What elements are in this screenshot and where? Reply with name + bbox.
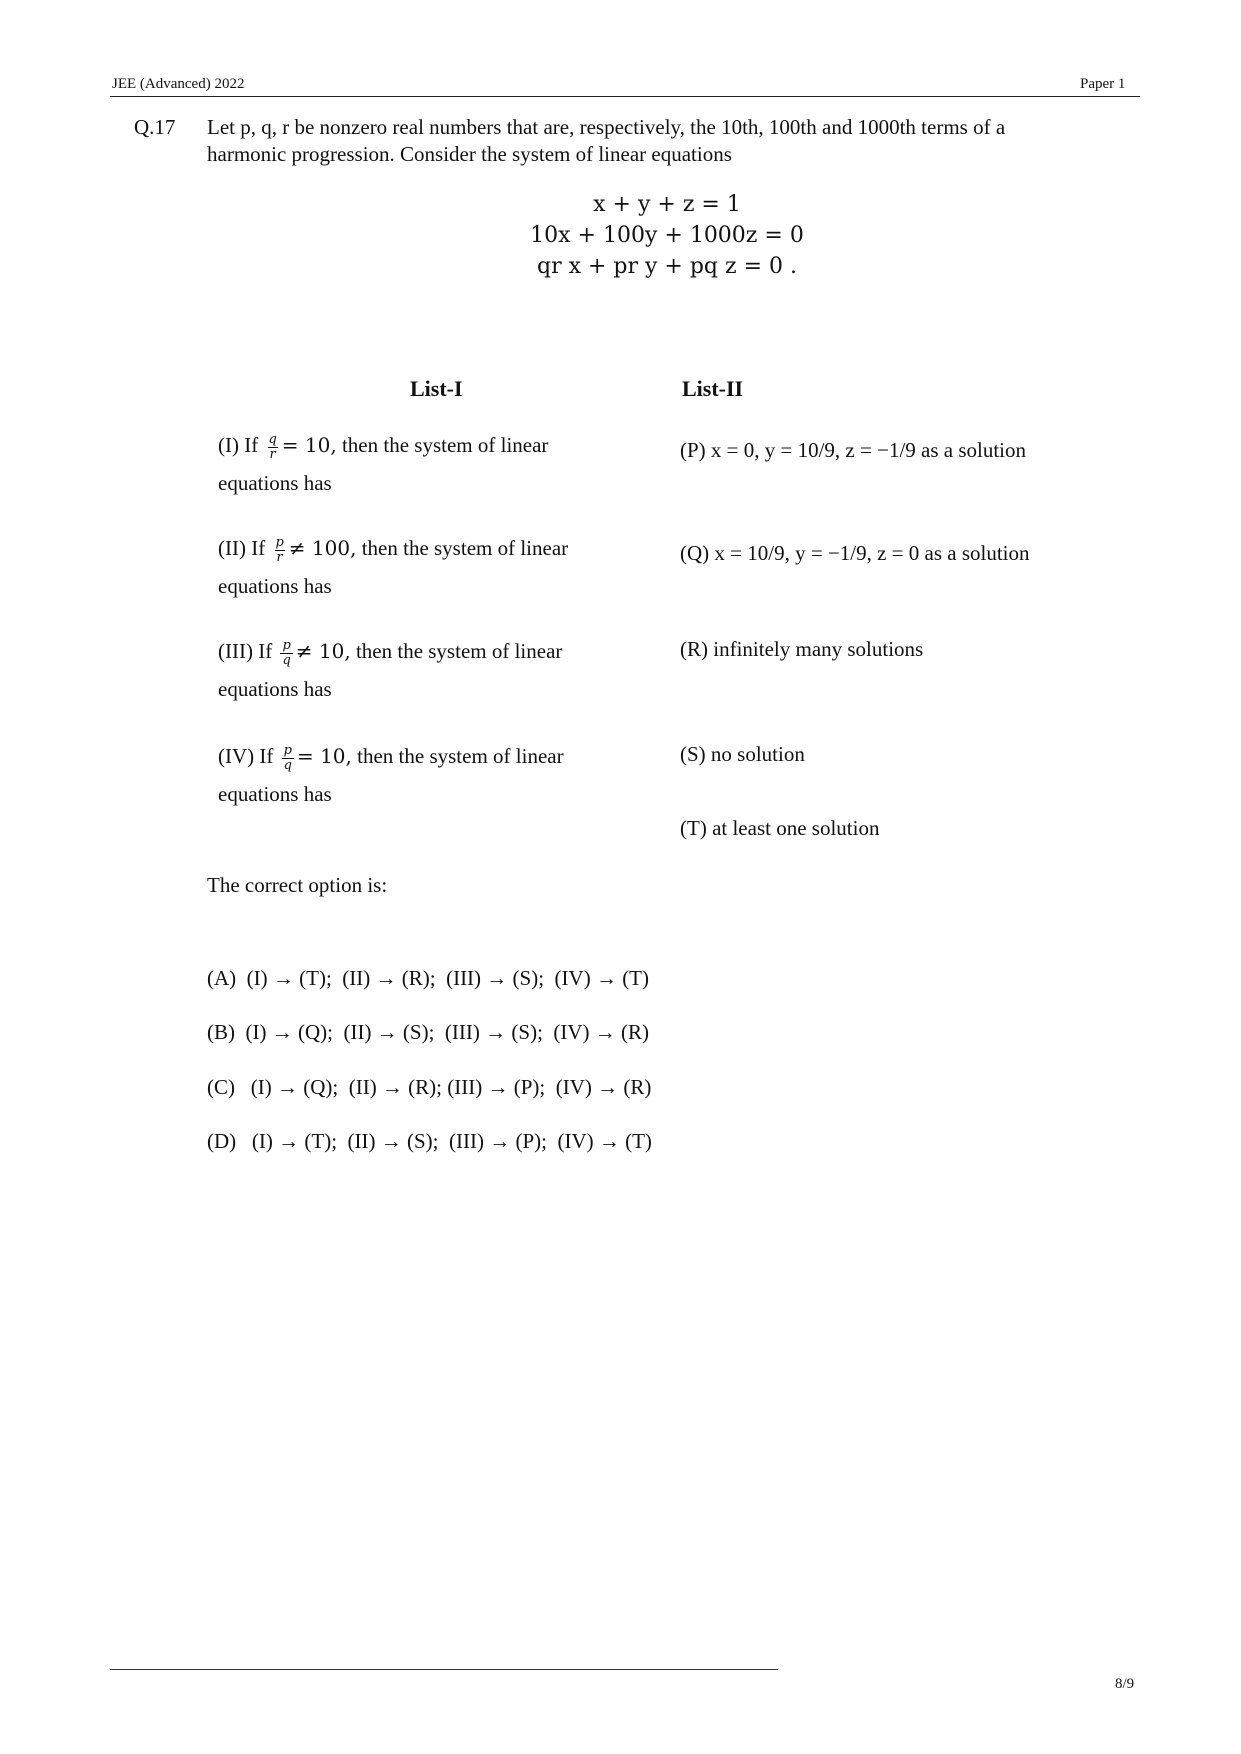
equation-1: x + y + z = 1 — [593, 192, 741, 217]
list-2-item-s: (S) no solution — [680, 742, 805, 766]
question-stem-line-2: harmonic progression. Consider the system of linear equations — [207, 142, 732, 166]
fraction — [266, 433, 278, 462]
list-1-item-relation: = 10, — [296, 744, 352, 768]
list-1-item-rest: then the system of linear — [361, 536, 569, 560]
list-2-item-p: (P) x = 0, y = 10/9, z = −1/9 as a solution — [680, 438, 1027, 462]
fraction-denominator: r — [276, 549, 283, 565]
list-1-item-iv — [218, 737, 564, 813]
header-exam-title: JEE (Advanced) 2022 — [112, 76, 245, 92]
fraction — [273, 536, 285, 565]
list-1-item-i — [218, 426, 548, 502]
fraction — [282, 744, 294, 773]
question-number: Q.17 — [134, 115, 176, 139]
fraction-numerator: p — [275, 534, 284, 550]
list-2-item-q: (Q) x = 10/9, y = −1/9, z = 0 as a solution — [680, 541, 1030, 565]
list-1-item-rest: then the system of linear — [355, 639, 563, 663]
option-a[interactable]: (A) (I) → (T); (II) → (R); (III) → (S); (IV) → (T) — [207, 966, 650, 990]
fraction-numerator: p — [282, 637, 291, 653]
fraction — [280, 639, 292, 668]
list-1-item-line-2: equations has — [218, 471, 332, 495]
question-stem-line-1: Let p, q, r be nonzero real numbers that are, respectively, the 10th, 100th and 1000th terms of a — [207, 115, 1006, 139]
list-2-item-t: (T) at least one solution — [680, 816, 880, 840]
list-1-item-label: (II) If — [218, 536, 266, 560]
fraction-denominator: r — [269, 446, 276, 462]
list-2-title: List-II — [682, 376, 744, 401]
option-d[interactable]: (D) (I) → (T); (II) → (S); (III) → (P); (IV) → (T) — [207, 1129, 652, 1153]
list-1-item-line-2: equations has — [218, 574, 332, 598]
list-1-item-ii — [218, 529, 568, 605]
page-number: 8/9 — [1115, 1676, 1135, 1692]
list-1-item-line-2: equations has — [218, 782, 332, 806]
header-paper-label: Paper 1 — [1080, 76, 1126, 92]
list-1-item-relation: ≠ 100, — [288, 536, 357, 560]
list-1-item-rest: then the system of linear — [341, 433, 549, 457]
list-2-item-r: (R) infinitely many solutions — [680, 637, 924, 661]
fraction-denominator: q — [282, 652, 291, 668]
answer-prompt: The correct option is: — [207, 873, 388, 897]
list-1-title: List-I — [410, 376, 463, 401]
equation-3: qr x + pr y + pq z = 0 . — [536, 254, 797, 279]
list-1-item-label: (I) If — [218, 433, 259, 457]
list-1-item-relation: ≠ 10, — [295, 639, 351, 663]
fraction-numerator: q — [268, 431, 277, 447]
list-1-item-rest: then the system of linear — [357, 744, 564, 768]
fraction-denominator: q — [283, 757, 292, 773]
list-1-item-line-2: equations has — [218, 677, 332, 701]
equation-2: 10x + 100y + 1000z = 0 — [530, 223, 804, 248]
list-1-item-label: (IV) If — [218, 744, 274, 768]
fraction-numerator: p — [283, 742, 292, 758]
footer-rule — [110, 1669, 778, 1670]
option-b[interactable]: (B) (I) → (Q); (II) → (S); (III) → (S); (IV) → (R) — [207, 1020, 650, 1044]
option-c[interactable]: (C) (I) → (Q); (II) → (R); (III) → (P); (IV) → (R) — [207, 1075, 652, 1099]
list-1-item-label: (III) If — [218, 639, 273, 663]
list-1-item-relation: = 10, — [281, 433, 337, 457]
header-rule — [110, 96, 1140, 97]
list-1-item-iii — [218, 632, 562, 708]
